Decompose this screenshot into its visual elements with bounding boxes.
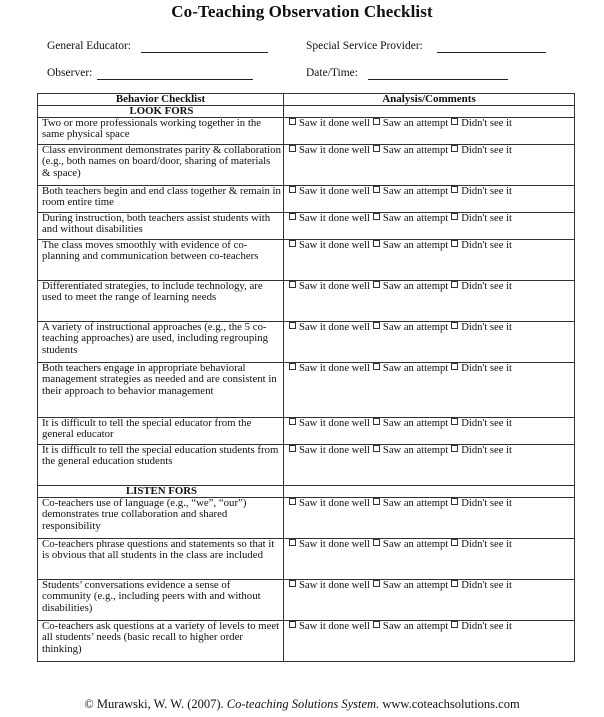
analysis-options xyxy=(284,418,575,445)
checkbox-icon[interactable] xyxy=(289,322,296,329)
checklist-row xyxy=(38,621,575,662)
analysis-options xyxy=(284,580,575,621)
checkbox-icon[interactable] xyxy=(373,281,380,288)
analysis-options xyxy=(284,213,575,240)
option-label: Saw it done well xyxy=(299,621,370,632)
analysis-options xyxy=(284,445,575,486)
checklist-body xyxy=(38,106,575,662)
checkbox-icon[interactable] xyxy=(373,580,380,587)
option-label: Saw it done well xyxy=(299,363,370,374)
checkbox-icon[interactable] xyxy=(451,498,458,505)
section-row-look-fors xyxy=(38,106,575,118)
option-label: Saw it done well xyxy=(299,213,370,224)
option-label: Saw an attempt xyxy=(382,445,449,456)
option-label: Saw it done well xyxy=(299,580,370,591)
analysis-options xyxy=(284,621,575,662)
section-label: LOOK FORS xyxy=(38,106,284,118)
analysis-options xyxy=(284,281,575,322)
behavior-text: A variety of instructional approaches (e.g., the 5 co-teaching approaches) are used, including regrouping students xyxy=(38,322,284,363)
checklist-table xyxy=(37,93,575,662)
checkbox-icon[interactable] xyxy=(289,363,296,370)
behavior-text: Both teachers engage in appropriate behavioral management strategies as needed and are consistent in their approach to behavior management xyxy=(38,363,284,418)
behavior-text: It is difficult to tell the special education students from the general education students xyxy=(38,445,284,486)
checkbox-icon[interactable] xyxy=(373,539,380,546)
option-label: Saw an attempt xyxy=(382,498,449,509)
checkbox-icon[interactable] xyxy=(451,118,458,125)
checkbox-icon[interactable] xyxy=(289,186,296,193)
checkbox-icon[interactable] xyxy=(451,322,458,329)
page-title: Co-Teaching Observation Checklist xyxy=(171,2,433,21)
checkbox-icon[interactable] xyxy=(451,539,458,546)
option-label: Saw an attempt xyxy=(382,118,449,129)
copyright-footer xyxy=(0,697,604,712)
option-label: Saw an attempt xyxy=(382,240,449,251)
special-service-provider-label: Special Service Provider: xyxy=(306,40,423,52)
analysis-options xyxy=(284,145,575,186)
checklist-row xyxy=(38,118,575,145)
checkbox-icon[interactable] xyxy=(289,621,296,628)
footer-suffix: www.coteachsolutions.com xyxy=(379,697,520,711)
checkbox-icon[interactable] xyxy=(373,240,380,247)
checkbox-icon[interactable] xyxy=(373,418,380,425)
option-label: Saw an attempt xyxy=(382,145,449,156)
analysis-options xyxy=(284,186,575,213)
checkbox-icon[interactable] xyxy=(289,145,296,152)
option-label: Saw it done well xyxy=(299,281,370,292)
option-label: Saw it done well xyxy=(299,186,370,197)
checkbox-icon[interactable] xyxy=(451,145,458,152)
footer-italic: Co-teaching Solutions System. xyxy=(226,697,380,711)
checklist-row xyxy=(38,240,575,281)
analysis-options xyxy=(284,363,575,418)
checklist-row xyxy=(38,498,575,539)
option-label: Didn't see it xyxy=(461,445,512,456)
behavior-text: Both teachers begin and end class together & remain in room entire time xyxy=(38,186,284,213)
option-label: Saw it done well xyxy=(299,539,370,550)
option-label: Didn't see it xyxy=(461,213,512,224)
header-analysis-comments: Analysis/Comments xyxy=(284,94,575,106)
checkbox-icon[interactable] xyxy=(289,281,296,288)
option-label: Didn't see it xyxy=(461,539,512,550)
behavior-text: Class environment demonstrates parity & collaboration (e.g., both names on board/door, sharing of materials & space) xyxy=(38,145,284,186)
behavior-text: During instruction, both teachers assist students with and without disabilities xyxy=(38,213,284,240)
option-label: Saw it done well xyxy=(299,145,370,156)
checkbox-icon[interactable] xyxy=(373,445,380,452)
checklist-row xyxy=(38,418,575,445)
checkbox-icon[interactable] xyxy=(451,580,458,587)
checklist-row xyxy=(38,539,575,580)
checkbox-icon[interactable] xyxy=(289,539,296,546)
analysis-options xyxy=(284,240,575,281)
option-label: Saw it done well xyxy=(299,322,370,333)
option-label: Saw it done well xyxy=(299,118,370,129)
analysis-options xyxy=(284,498,575,539)
behavior-text: It is difficult to tell the special educator from the general educator xyxy=(38,418,284,445)
checkbox-icon[interactable] xyxy=(451,363,458,370)
checkbox-icon[interactable] xyxy=(451,213,458,220)
option-label: Saw an attempt xyxy=(382,418,449,429)
checkbox-icon[interactable] xyxy=(289,418,296,425)
option-label: Didn't see it xyxy=(461,186,512,197)
header-behavior-checklist: Behavior Checklist xyxy=(38,94,284,106)
checkbox-icon[interactable] xyxy=(373,322,380,329)
checkbox-icon[interactable] xyxy=(373,621,380,628)
checklist-row xyxy=(38,213,575,240)
checklist-row xyxy=(38,445,575,486)
date-time-line[interactable] xyxy=(368,79,508,80)
checkbox-icon[interactable] xyxy=(451,186,458,193)
option-label: Didn't see it xyxy=(461,580,512,591)
observer-label: Observer: xyxy=(47,67,93,79)
date-time-label: Date/Time: xyxy=(306,67,358,79)
behavior-text: Differentiated strategies, to include technology, are used to meet the range of learning needs xyxy=(38,281,284,322)
checkbox-icon[interactable] xyxy=(289,580,296,587)
checklist-row xyxy=(38,322,575,363)
option-label: Saw an attempt xyxy=(382,621,449,632)
checkbox-icon[interactable] xyxy=(289,240,296,247)
checkbox-icon[interactable] xyxy=(451,621,458,628)
checkbox-icon[interactable] xyxy=(451,445,458,452)
checkbox-icon[interactable] xyxy=(289,445,296,452)
option-label: Saw an attempt xyxy=(382,186,449,197)
option-label: Didn't see it xyxy=(461,363,512,374)
checklist-row xyxy=(38,363,575,418)
section-blank xyxy=(284,106,575,118)
analysis-options xyxy=(284,539,575,580)
option-label: Didn't see it xyxy=(461,498,512,509)
checkbox-icon[interactable] xyxy=(373,363,380,370)
analysis-options xyxy=(284,322,575,363)
option-label: Saw it done well xyxy=(299,498,370,509)
behavior-text: Two or more professionals working together in the same physical space xyxy=(38,118,284,145)
behavior-text: Co-teachers phrase questions and statements so that it is obvious that all students in the class are included xyxy=(38,539,284,580)
checkbox-icon[interactable] xyxy=(451,281,458,288)
analysis-options xyxy=(284,118,575,145)
observer-line[interactable] xyxy=(97,79,253,80)
section-blank xyxy=(284,486,575,498)
section-label: LISTEN FORS xyxy=(38,486,284,498)
option-label: Saw an attempt xyxy=(382,539,449,550)
behavior-text: Co-teachers use of language (e.g., “we”, “our”) demonstrates true collaboration and shared responsibility xyxy=(38,498,284,539)
checkbox-icon[interactable] xyxy=(289,118,296,125)
checklist-row xyxy=(38,145,575,186)
option-label: Didn't see it xyxy=(461,240,512,251)
option-label: Saw an attempt xyxy=(382,281,449,292)
option-label: Saw it done well xyxy=(299,240,370,251)
checkbox-icon[interactable] xyxy=(373,145,380,152)
option-label: Saw it done well xyxy=(299,418,370,429)
checkbox-icon[interactable] xyxy=(289,498,296,505)
option-label: Didn't see it xyxy=(461,418,512,429)
option-label: Didn't see it xyxy=(461,621,512,632)
section-row-listen-fors xyxy=(38,486,575,498)
general-educator-label: General Educator: xyxy=(47,40,131,52)
checkbox-icon[interactable] xyxy=(451,240,458,247)
option-label: Saw it done well xyxy=(299,445,370,456)
option-label: Saw an attempt xyxy=(382,580,449,591)
checkbox-icon[interactable] xyxy=(373,118,380,125)
option-label: Saw an attempt xyxy=(382,322,449,333)
behavior-text: The class moves smoothly with evidence of co-planning and communication between co-teachers xyxy=(38,240,284,281)
checkbox-icon[interactable] xyxy=(373,498,380,505)
option-label: Didn't see it xyxy=(461,145,512,156)
checklist-row xyxy=(38,580,575,621)
general-educator-line[interactable] xyxy=(141,52,268,53)
behavior-text: Students’ conversations evidence a sense of community (e.g., including peers with and without disabilities) xyxy=(38,580,284,621)
option-label: Didn't see it xyxy=(461,281,512,292)
checkbox-icon[interactable] xyxy=(373,213,380,220)
checklist-row xyxy=(38,186,575,213)
option-label: Saw an attempt xyxy=(382,363,449,374)
checklist-row xyxy=(38,281,575,322)
option-label: Didn't see it xyxy=(461,322,512,333)
checkbox-icon[interactable] xyxy=(451,418,458,425)
checkbox-icon[interactable] xyxy=(373,186,380,193)
option-label: Saw an attempt xyxy=(382,213,449,224)
footer-prefix: © Murawski, W. W. (2007). xyxy=(84,697,227,711)
behavior-text: Co-teachers ask questions at a variety of levels to meet all students’ needs (basic recall to higher order thinking) xyxy=(38,621,284,662)
special-service-provider-line[interactable] xyxy=(437,52,546,53)
option-label: Didn't see it xyxy=(461,118,512,129)
checkbox-icon[interactable] xyxy=(289,213,296,220)
